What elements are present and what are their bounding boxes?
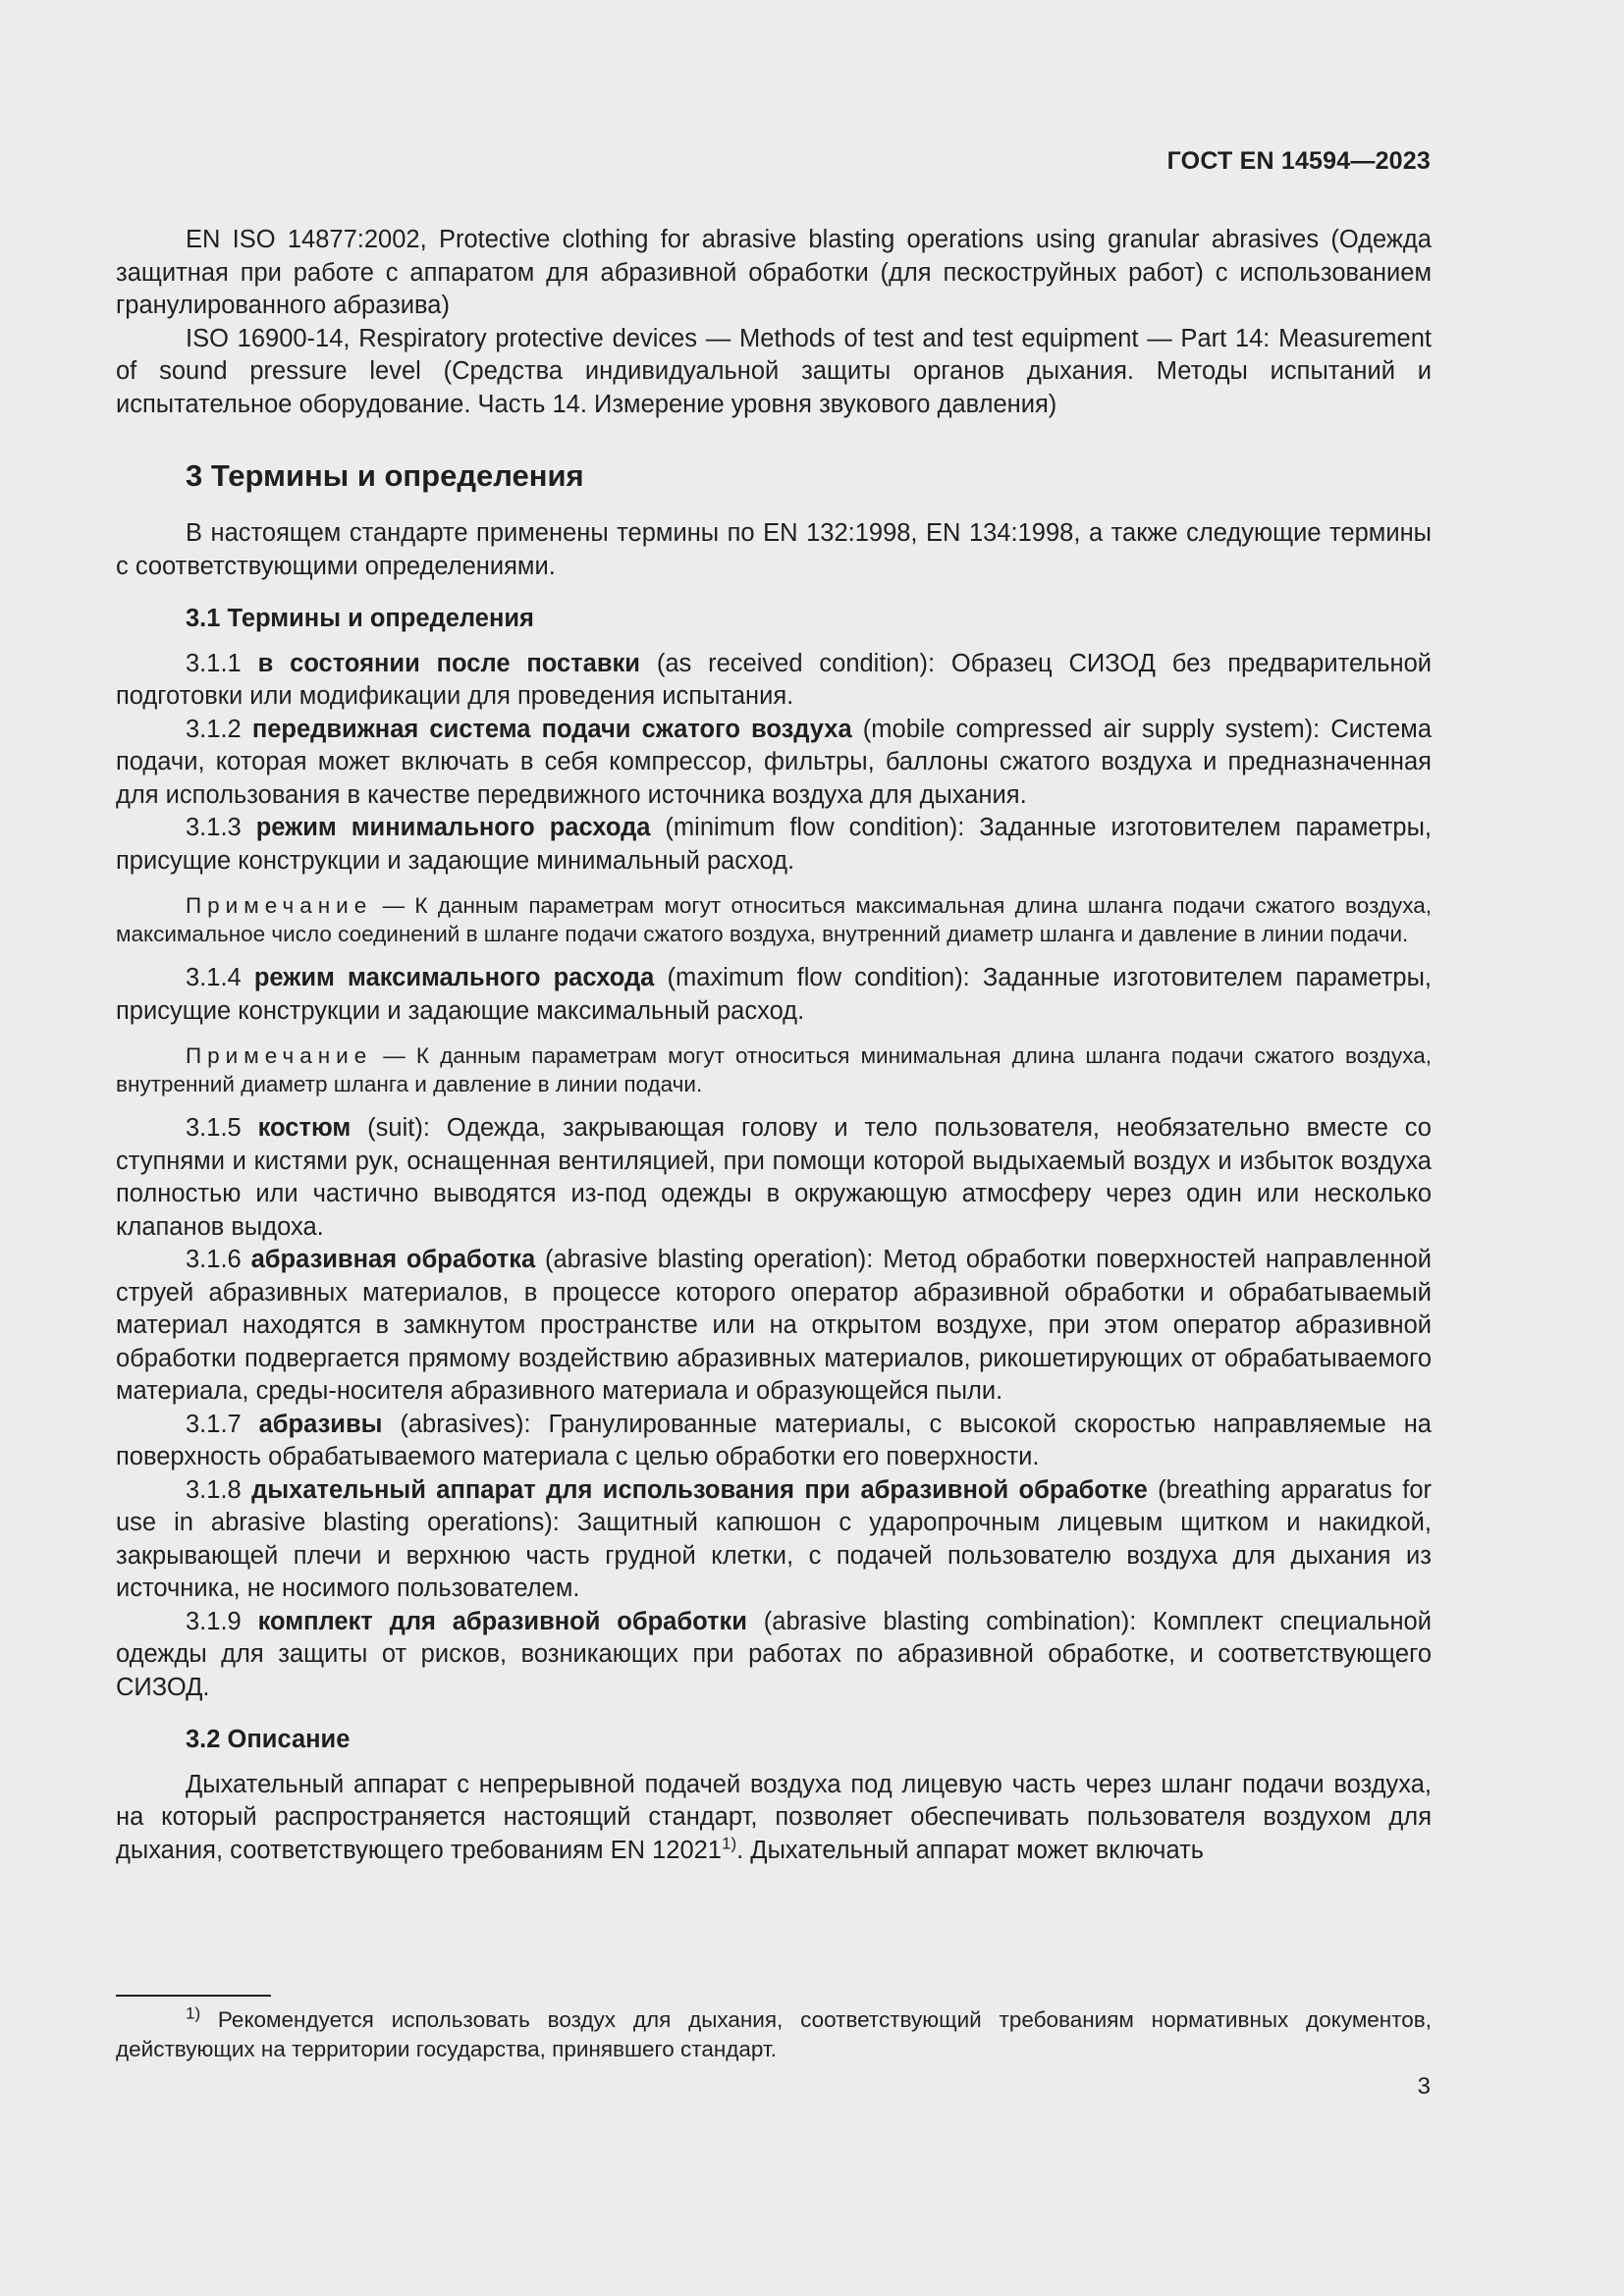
term-text: (abrasives): Гранулированные материалы, с высокой скоростью направляемые на поверхность обрабатываемого материала с целью обработки его поверхности.: [116, 1410, 1432, 1470]
subsection-heading: 3.1 Термины и определения: [186, 605, 534, 632]
term-definition: [116, 962, 1432, 1028]
term-name: в состоянии после поставки: [257, 649, 640, 677]
term-definition: [116, 1474, 1432, 1606]
subsection-heading: 3.2 Описание: [186, 1726, 351, 1753]
note-text: К данным параметрам могут относиться минимальная длина шланга подачи сжатого воздуха, внутренний диаметр шланга и давление в линии подачи.: [116, 1043, 1432, 1096]
note-text: К данным параметрам могут относиться максимальная длина шланга подачи сжатого воздуха, максимальное число соединений в шланге подачи сжатого воздуха, внутренний диаметр шланга и давление в линии подачи.: [116, 893, 1432, 946]
note: [116, 1041, 1432, 1098]
term-name: костюм: [257, 1114, 352, 1142]
term-text: (breathing apparatus for use in abrasive blasting operations): Защитный капюшон с ударопрочным лицевым щитком и накидкой, закрывающей плечи и верхнюю часть грудной клетки, с подачей пользователю воздуха для дыхания из источника, не носимого пользователем.: [116, 1475, 1432, 1602]
term-name: комплект для абразивной обработки: [257, 1607, 747, 1635]
term-definition: [116, 1112, 1432, 1244]
term-number: 3.1.9: [186, 1607, 242, 1635]
document-code-header: ГОСТ EN 14594—2023: [1166, 147, 1431, 175]
term-name: передвижная система подачи сжатого воздуха: [251, 715, 852, 743]
term-number: 3.1.8: [186, 1475, 242, 1504]
note-dash: —: [372, 893, 415, 918]
term-text: (suit): Одежда, закрывающая голову и тело пользователя, необязательно вместе со ступнями и кистями рук, оснащенная вентиляцией, при помощи которой выдыхаемый воздух и избыток воздуха полностью или частично выводятся из-под одежды в окружающую атмосферу через один или несколько клапанов выдоха.: [116, 1114, 1432, 1241]
term-text: (minimum flow condition): Заданные изготовителем параметры, присущие конструкции и задающие минимальный расход.: [116, 814, 1432, 875]
note-label: Примечание: [186, 893, 373, 918]
term-number: 3.1.2: [186, 715, 242, 743]
term-definition: [116, 1606, 1432, 1705]
term-text: (abrasive blasting combination): Комплект специальной одежды для защиты от рисков, возникающих при работах по абразивной обработке, и соответствующего СИЗОД.: [116, 1607, 1432, 1701]
term-text: (maximum flow condition): Заданные изготовителем параметры, присущие конструкции и задающие максимальный расход.: [116, 964, 1432, 1025]
term-text: (mobile compressed air supply system): Система подачи, которая может включать в себя компрессор, фильтры, баллоны сжатого воздуха и предназначенная для использования в качестве передвижного источника воздуха для дыхания.: [116, 715, 1433, 809]
section-intro: В настоящем стандарте применены термины по EN 132:1998, EN 134:1998, а также следующие термины с соответствующими определениями.: [116, 519, 1432, 580]
note: [116, 891, 1432, 948]
term-number: 3.1.5: [186, 1114, 242, 1142]
term-number: 3.1.3: [186, 814, 242, 841]
note-dash: —: [372, 1043, 416, 1068]
page-content: [116, 224, 1432, 1867]
reference-entry: ISO 16900-14, Respiratory protective devices — Methods of test and test equipment — Part 14: Measurement of sound pressure level (Средства индивидуальной защиты органов дыхания. Методы испытаний и испытательное оборудование. Часть 14. Измерение уровня звукового давления): [116, 324, 1432, 418]
section-heading: 3 Термины и определения: [186, 458, 584, 493]
term-name: режим минимального расхода: [255, 814, 651, 841]
term-definition: [116, 648, 1432, 714]
footnote: [116, 2005, 1432, 2064]
term-text: (as received condition): Образец СИЗОД без предварительной подготовки или модификации для проведения испытания.: [116, 649, 1433, 710]
term-text: (abrasive blasting operation): Метод обработки поверхностей направленной струей абразивных материалов, в процессе которого оператор абразивной обработки и обрабатываемый материал находятся в замкнутом пространстве или на открытом воздухе, при этом оператор абразивной обработки подвергается прямому воздействию абразивных материалов, рикошетирующих от обрабатываемого материала, среды-носителя абразивного материала и образующейся пыли.: [116, 1246, 1432, 1405]
term-definition: [116, 1244, 1432, 1409]
term-name: абразивная обработка: [250, 1246, 536, 1273]
footnote-divider: [116, 1995, 271, 1997]
term-name: режим максимального расхода: [253, 964, 655, 991]
page-number: 3: [1417, 2073, 1431, 2100]
description-paragraph: [116, 1769, 1432, 1868]
term-number: 3.1.6: [186, 1246, 242, 1273]
term-definition: [116, 812, 1432, 878]
footnote-reference[interactable]: 1): [722, 1834, 737, 1852]
term-definition: [116, 1409, 1432, 1474]
term-number: 3.1.7: [186, 1410, 242, 1438]
term-name: дыхательный аппарат для использования при абразивной обработке: [251, 1475, 1148, 1504]
description-text: Дыхательный аппарат с непрерывной подачей воздуха под лицевую часть через шланг подачи воздуха, на который распространяется настоящий стандарт, позволяет обеспечивать пользователя воздухом для дыхания, соответствующего требованиям EN 12021: [116, 1770, 1432, 1864]
term-definition: [116, 714, 1432, 813]
footnote-text: Рекомендуется использовать воздух для дыхания, соответствующий требованиям нормативных документов, действующих на территории государства, принявшего стандарт.: [116, 2007, 1432, 2061]
term-name: абразивы: [258, 1410, 383, 1438]
description-text-continued: . Дыхательный аппарат может включать: [736, 1836, 1205, 1864]
note-label: Примечание: [186, 1043, 373, 1068]
term-number: 3.1.4: [186, 964, 242, 991]
reference-entry: EN ISO 14877:2002, Protective clothing for abrasive blasting operations using granular abrasives (Одежда защитная при работе с аппаратом для абразивной обработки (для пескоструйных работ) с использованием гранулированного абразива): [116, 226, 1432, 319]
footnote-mark: 1): [186, 2003, 201, 2023]
term-number: 3.1.1: [186, 649, 242, 677]
